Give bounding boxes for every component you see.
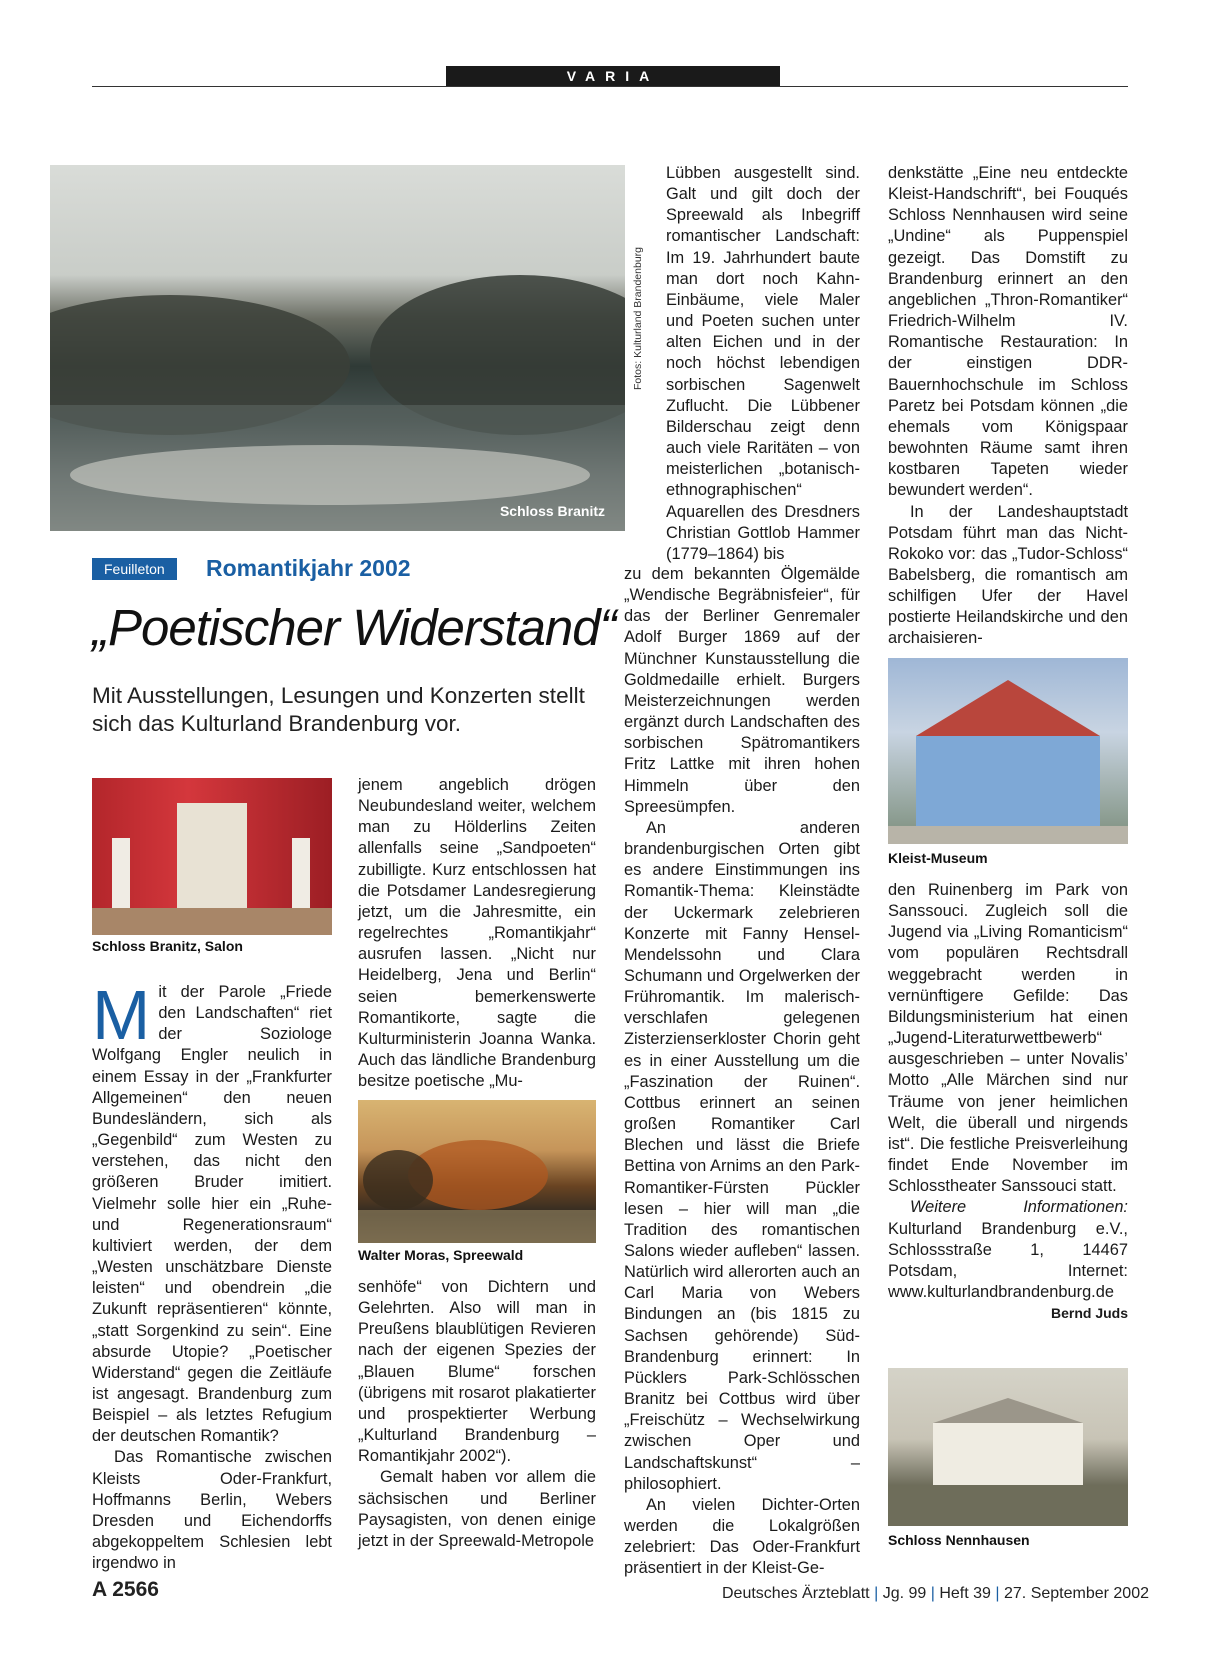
volume: Jg. 99 [882, 1585, 927, 1602]
moras-caption: Walter Moras, Spreewald [358, 1247, 524, 1263]
col4-info-paragraph [888, 1197, 1128, 1322]
col1-paragraph-1: it der Parole „Friede den Landschaften“ riet der Soziologe Wolfgang Engler neulich in einem Essay in der „Frankfurter Allgemeinen“ den neuen Bundesländern, sich als „Gegenbild“ zum Westen zu verstehen, das nicht den größeren Bruder imitiert. Vielmehr solle hier ein „Ruhe- und Regenerationsraum“ kultiviert werden, der dem „Westen unschätzbare Dienste leisten“ und obendrein „die Zukunft repräsentieren“ könnte, „statt Sorgenkind zu sein“. Eine absurde Utopie? „Poetischer Widerstand“ gegen die Zeitläufe ist angesagt. Brandenburg zum Beispiel – als letztes Refugium der deutschen Romantik? [92, 983, 332, 1446]
col2-paragraph-3: Gemalt haben vor allem die sächsischen und Berliner Paysagisten, von denen einige jetzt in der Spreewald-Metropole [358, 1468, 596, 1550]
column-3 [624, 564, 860, 1580]
salon-caption: Schloss Branitz, Salon [92, 938, 243, 954]
landscape-image [50, 165, 625, 531]
column-3-top [666, 163, 860, 565]
col2-paragraph-1: jenem angeblich drögen Neubundesland weiter, welchem man zu Hölderlins Zeiten allenfalls seine „Sandpoeten“ zubilligte. Kurz entschlossen hat die Potsdamer Landesregierung jetzt, um die Jahresmitte, ein regelrechtes „Romantikjahr“ ausrufen lassen. „Nicht nur Heidelberg, Jena und Berlin“ seien bemerkenswerte Romantikorte, sagte die Kulturministerin Joanna Wanka. Auch das ländliche Brandenburg besitze poetische „Mu- [358, 776, 596, 1091]
col4-paragraph-3: den Ruinenberg im Park von Sanssouci. Zugleich soll die Jugend via „Living Romanticism“ vom populären Rechtsdrall weggebracht werden in vernünftigere Gefilde: Das Bildungsministerium hat einen „Jugend-Literaturwettbewerb“ ausgeschrieben – unter Novalis’ Motto „Alle Märchen sind nur Träume von jener heimlichen Welt, die überall und nirgends ist“. Die festliche Preisverleihung findet Ende November im Schlosstheater Sanssouci statt. [888, 881, 1128, 1196]
date: 27. September 2002 [1004, 1585, 1149, 1602]
header-rule [92, 86, 1128, 87]
nennhausen-caption: Schloss Nennhausen [888, 1532, 1030, 1548]
col2-paragraph-2: senhöfe“ von Dichtern und Gelehrten. Also will man in Preußens blaublütigen Revieren nach der eigenen Spezies der „Blauen Blume“ forschen (übrigens mit rosarot plakatierter und prospektierter Werbung „Kulturland Brandenburg – Romantikjahr 2002“). [358, 1278, 596, 1466]
main-photo [50, 165, 625, 531]
col4-paragraph-2: In der Landeshauptstadt Potsdam führt man das Nicht-Rokoko vor: das „Tudor-Schloss“ Babelsberg, die romantisch am schilfigen Ufer der Havel postierte Heilandskirche und den archaisieren- [888, 502, 1128, 648]
salon-photo [92, 778, 332, 935]
column-1 [92, 976, 332, 1574]
main-photo-caption: Schloss Branitz [499, 503, 605, 519]
painting-image [358, 1100, 596, 1243]
section-label: VARIA [446, 66, 780, 86]
moras-painting [358, 1100, 596, 1243]
issue: Heft 39 [939, 1585, 991, 1602]
nennhausen-image [888, 1368, 1128, 1526]
topic-title: Romantikjahr 2002 [206, 555, 411, 581]
col3-paragraph-1: zu dem bekannten Ölgemälde „Wendische Begräbnisfeier“, für das der Berliner Genremaler Adolf Burger 1869 auf der Münchner Kunstausstellung die Goldmedaille erhielt. Burgers Meisterzeichnungen werden ergänzt durch Landschaften des sorbischen Spätromantikers Fritz Lattke mit ihren hohen Himmeln über den Spreesümpfen. [624, 565, 860, 816]
column-4 [888, 163, 1128, 650]
salon-image [92, 778, 332, 935]
nennhausen-photo [888, 1368, 1128, 1526]
kleist-caption: Kleist-Museum [888, 850, 988, 866]
column-2 [358, 775, 596, 1092]
footer-info: Deutsches Ärzteblatt | Jg. 99 | Heft 39 | 27. September 2002 [722, 1585, 1149, 1602]
page-number: A 2566 [92, 1578, 159, 1601]
col4-paragraph-1: denkstätte „Eine neu entdeckte Kleist-Handschrift“, bei Fouqués Schloss Nennhausen wird seine „Undine“ als Puppenspiel gezeigt. Das Domstift zu Brandenburg erinnert an den angeblichen „Thron-Romantiker“ Friedrich-Wilhelm IV. Romantische Restauration: In der einstigen DDR-Bauernhochschule im Schloss Paretz bei Potsdam können „die ehemals vom Königspaar bewohnten Räume samt ihren kostbaren Tapeten wieder bewundert werden“. [888, 164, 1128, 500]
col3-paragraph-2: An anderen brandenburgischen Orten gibt es andere Einstimmungen ins Romantik-Thema: Kleinstädte der Uckermark zelebrieren Konzerte mit Fanny Hensel-Mendelssohn und Clara Schumann und Orgelwerken der Frühromantik. Im malerisch-verschlafen gelegenen Zisterzienserkloster Chorin geht es in einer Ausstellung um die „Faszination der Ruinen“. Cottbus erinnert an seinen großen Romantiker Carl Blechen und lässt die Briefe Bettina von Arnims an den Park-Romantiker-Fürsten Pückler lesen – hier will man „die Tradition des romantischen Salons wieder aufleben“ lassen. Natürlich wird allerorten auch an Carl Maria von Webers Bindungen an (bis 1815 zu Sachsen gehörende) Süd-Brandenburg erinnert: In Pücklers Park-Schlösschen Branitz bei Cottbus wird über „Freischütz – Wechselwirkung zwischen Oper und Landschaftskunst“ – philosophiert. [624, 818, 860, 1493]
column-4-lower [888, 880, 1128, 1324]
col4-info-label: Weitere Informationen: [910, 1198, 1128, 1217]
col1-paragraph-2: Das Romantische zwischen Kleists Oder-Frankfurt, Hoffmanns Berlin, Webers Dresden und Eichendorffs abgekoppeltem Schlesien lebt irgendwo in [92, 1448, 332, 1573]
col3-paragraph-3: An vielen Dichter-Orten werden die Lokalgrößen zelebriert: Das Oder-Frankfurt präsentiert in der Kleist-Ge- [624, 1495, 860, 1578]
col4-info-text: Kulturland Brandenburg e.V., Schlossstraße 1, 14467 Potsdam, Internet: www.kulturlandbrandenburg.de [888, 1219, 1128, 1301]
kicker-badge: Feuilleton [92, 558, 177, 580]
kleist-museum-photo [888, 658, 1128, 844]
journal-name: Deutsches Ärzteblatt [722, 1585, 870, 1602]
dropcap: M [92, 976, 151, 1054]
intro-text: Mit Ausstellungen, Lesungen und Konzerten stellt sich das Kulturland Brandenburg vor. [92, 683, 585, 736]
column-2-lower [358, 1277, 596, 1552]
kleist-image [888, 658, 1128, 844]
col3-top-paragraph: Lübben ausgestellt sind. Galt und gilt doch der Spreewald als Inbegriff romantischer Landschaft: Im 19. Jahrhundert baute man dort noch Kahn-Einbäume, viele Maler und Poeten suchen unter alten Eichen und in der noch höchst lebendigen sorbischen Sagenwelt Zuflucht. Die Lübbener Bilderschau zeigt denn auch viele Raritäten – von meisterlichen „botanisch-ethnographischen“ Aquarellen des Dresdners Christian Gottlob Hammer (1779–1864) bis [666, 164, 860, 563]
headline: „Poetischer Widerstand“ [92, 599, 616, 656]
photo-credit: Fotos: Kulturland Brandenburg [632, 246, 644, 390]
author-name: Bernd Juds [1050, 1305, 1128, 1322]
